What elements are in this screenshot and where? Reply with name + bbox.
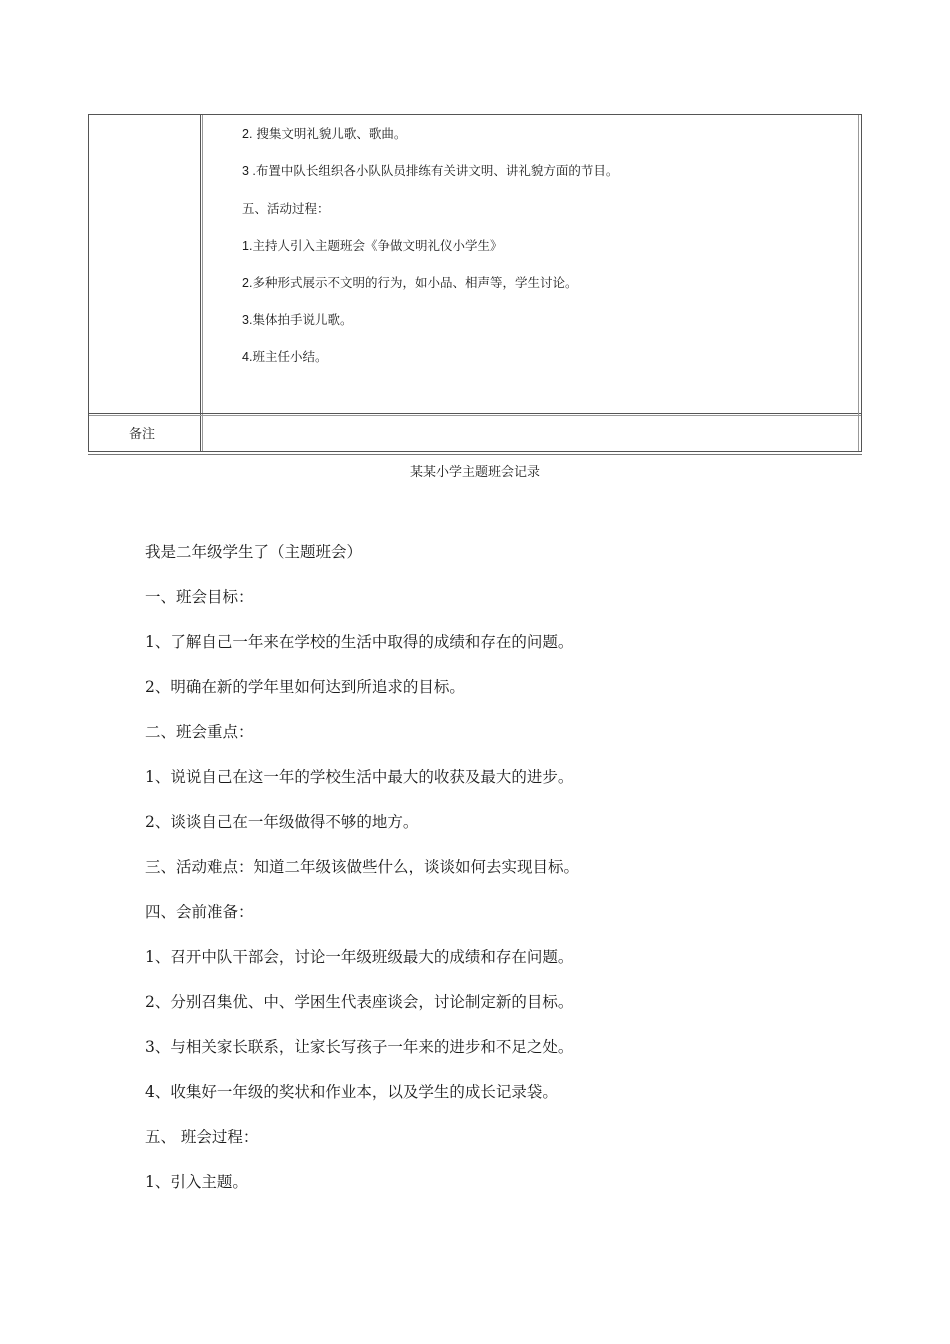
plan-title: 我是二年级学生了（主题班会） bbox=[145, 543, 363, 561]
plan-line: 2、分别召集优、中、学困生代表座谈会，讨论制定新的目标。 bbox=[145, 993, 574, 1011]
plan-line: 二、班会重点： bbox=[145, 723, 254, 741]
plan-line: 4、收集好一年级的奖状和作业本，以及学生的成长记录袋。 bbox=[145, 1083, 558, 1101]
table-line: 3.集体拍手说儿歌。 bbox=[242, 312, 353, 327]
table-line: 2. 搜集文明礼貌儿歌、歌曲。 bbox=[242, 126, 407, 141]
record-table bbox=[88, 114, 862, 452]
plan-line: 3、与相关家长联系，让家长写孩子一年来的进步和不足之处。 bbox=[145, 1038, 574, 1056]
plan-line: 2、明确在新的学年里如何达到所追求的目标。 bbox=[145, 678, 465, 696]
table-line: 4.班主任小结。 bbox=[242, 349, 328, 364]
column-divider bbox=[200, 115, 201, 451]
table-line: 3 .布置中队长组织各小队队员排练有关讲文明、讲礼貌方面的节目。 bbox=[242, 163, 619, 178]
plan-line: 四、会前准备： bbox=[145, 903, 254, 921]
plan-line: 三、活动难点：知道二年级该做些什么，谈谈如何去实现目标。 bbox=[145, 858, 580, 876]
table-line: 2.多种形式展示不文明的行为，如小品、相声等，学生讨论。 bbox=[242, 275, 578, 290]
row-divider-inner bbox=[89, 415, 861, 416]
remark-label: 备注 bbox=[129, 427, 156, 442]
plan-line: 1、召开中队干部会，讨论一年级班级最大的成绩和存在问题。 bbox=[145, 948, 574, 966]
plan-line: 五、 班会过程： bbox=[145, 1128, 259, 1146]
table-right-edge bbox=[858, 115, 859, 451]
plan-line: 2、谈谈自己在一年级做得不够的地方。 bbox=[145, 813, 419, 831]
plan-line: 1、说说自己在这一年的学校生活中最大的收获及最大的进步。 bbox=[145, 768, 574, 786]
table-line: 五、活动过程： bbox=[242, 201, 330, 216]
plan-line: 一、班会目标： bbox=[145, 588, 254, 606]
table-caption: 某某小学主题班会记录 bbox=[409, 465, 540, 480]
row-divider bbox=[89, 413, 861, 414]
column-divider-inner bbox=[202, 115, 203, 451]
plan-line: 1、引入主题。 bbox=[145, 1173, 248, 1191]
table-line: 1.主持人引入主题班会《争做文明礼仪小学生》 bbox=[242, 238, 503, 253]
plan-line: 1、了解自己一年来在学校的生活中取得的成绩和存在的问题。 bbox=[145, 633, 574, 651]
